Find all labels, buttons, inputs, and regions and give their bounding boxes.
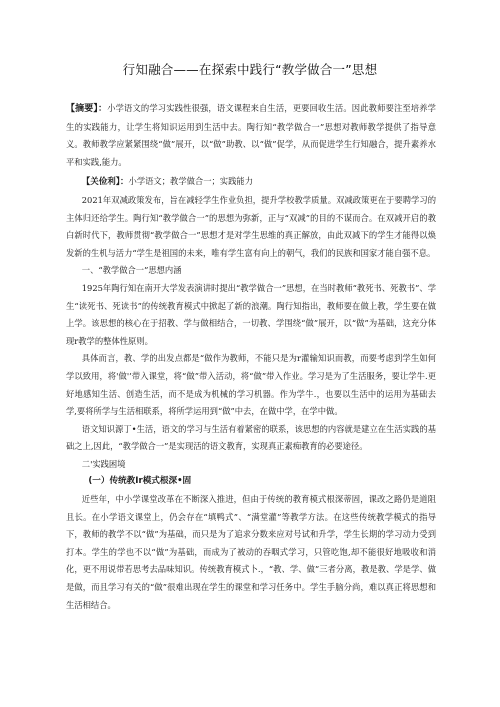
document-body	[66, 100, 436, 614]
section-1-paragraph-2: 具体而言，教、学的出发点都是“做作为教师，不能只是为r灌输知识而教，而要考虑到学生如何学以致用，将'做'’带入课堂，将“做”带入活动，将“做”带入作业。学习是为了生活服务，要让学牛.更好地感知生活、创造生活，而不是成为机械的学习机器。作为学牛.，也要以生活中的运用为基础去学,要将所学与生活相联系，将所学运用到“做”中去，在做中学，在学中做。	[66, 353, 436, 417]
section-2-subheading-1: (一）传统教Ir模式根深•固	[88, 476, 192, 487]
section-1-paragraph-3: 语文知识源丁•生活，语文的学习与生活有着紧密的联系，该思想的内容就是建立在生活实践的基础之上,因此，“教学做合一”是实现活的语文教育，实现真正素痴教育的必要途径。	[66, 423, 436, 452]
keywords-paragraph	[66, 173, 436, 192]
keywords-text: 小学语文；教学做合一；实践能力	[128, 176, 253, 187]
keywords-label: 【关俭利】：	[81, 177, 129, 188]
section-1-heading: 一、“教学做合一”思想内涵	[81, 265, 182, 276]
intro-paragraph: 2021年双减政策发布，旨在减轻学生作业负担，提升学校教学质量。双减政策更在于要聘学习的主体归还给学生。陶行知“教学做合一”的思想为弥新，正与“双减”的目的不谋而合。在双减开启的教白新时代下，教师贯彻“教学做合一”思想才是对学生思维的真正解放，由此双减下的学生才能得以焕发新的生机与活力“学生是祖国的未来，唯有学生富有向上的朝气，我们的民族和国家才能自强不息。	[66, 194, 436, 258]
abstract-paragraph	[66, 100, 436, 171]
section-2-paragraph-1: 近些年，中小学课堂改革在不断深入推进，但由于传统的教育模式根深蒂固，课改之路仍是道阻且长。在小学语文课堂上，仍会存在“填鸭式”、“满堂灌”等教学方法。在这些传统教学模式的指导下，教师的教学不以“做”为基础，而只是为了追求分数来应对号试和升学，学生长期的学习动力受到打本。学生的学也不以“做”为基础，而成为了被动的吞咽式学习，只管吃饱,却不能很好地吸收和消化，更不用说带若思考去品味知识。传统教育模式卜.，“教、学、做”三者分离，教是教、学是学、做是做，而且学习有关的“做”很难出现在学生的课堂和学习任务中。学生手脑分尚，难以真正将思想和生活相结合。	[66, 494, 436, 610]
abstract-text: 小学语文的学习实践性很强，语文课程来自生活，更要回收生活。因此教师要注至培养学生的实践能力，让学生将知识运用到生活中去。陶行知“教学做合一”思想对教师教学提供了指导意义。教师教学应紧紧围绕“做”展开，以“做”助教、以“做”促学，从而促进学生行知融合，提升素养水平和实践,能力。	[66, 103, 436, 167]
section-1-paragraph-1: 1925年陶行知在南开大学发表演讲时提出“教学做合一”思想，在当时教师“教死书、死教书”、学生“读死书、死读书”的传统教育模式中掀起了新的浪潮。陶行知指出，教师要在做上教，学生要在做上学。该思想的核心在于招教、学与做相结合，一切教、学围绕“做”展开，以“做”为基础，这充分体现r教学的整体性原则。	[66, 282, 436, 346]
section-2-heading: 二'实践困境	[81, 458, 126, 469]
abstract-label: 【摘要】：	[66, 104, 108, 114]
document-title: 行知融合——在探索中践行“教学做合一”思想	[122, 62, 378, 77]
